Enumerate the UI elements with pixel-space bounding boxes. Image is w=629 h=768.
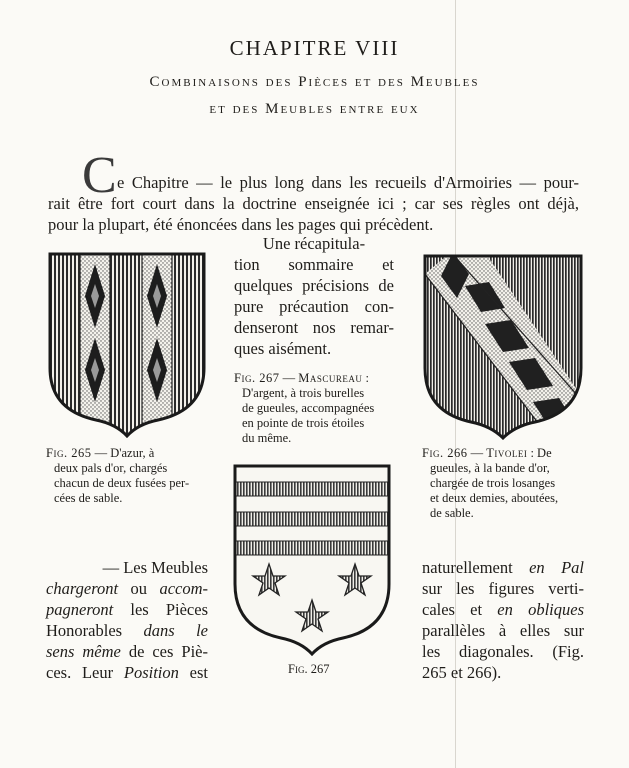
column-line-6: ques aisément. [234, 339, 332, 358]
left-line-4a: Honorables [46, 621, 144, 640]
left-line-3b: les Pièces [113, 600, 208, 619]
column-line-5: denseront nos remar- [234, 318, 394, 337]
fig-265-caption [46, 446, 214, 506]
fig-266-caption-2: gueules, à la bande d'or, [430, 461, 550, 475]
fig-266-caption [422, 446, 590, 521]
right-line-1b: en Pal [529, 558, 584, 577]
fig-267-name: Mascureau [298, 371, 363, 385]
right-line-1 [422, 557, 584, 578]
left-line-5a: sens même [46, 642, 121, 661]
intro-line-3: pour la plupart, été énoncées dans les pages qui précèdent. [48, 215, 434, 234]
fig-266-label: Fig. 266 [422, 446, 468, 460]
left-line-4 [46, 620, 208, 641]
left-line-2b: ou [118, 579, 160, 598]
fig-266-caption-5: de sable. [430, 506, 474, 520]
left-line-6a: ces. Leur [46, 663, 124, 682]
column-line-1: Une récapitula- [262, 234, 366, 253]
right-line-4: parallèles à elles sur [422, 621, 584, 640]
left-line-3a: pagneront [46, 600, 114, 619]
chapter-subtitle-line-1: Combinaisons des Pièces et des Meubles [149, 74, 480, 90]
fig-267-dash: — [279, 371, 299, 385]
right-line-3 [422, 599, 584, 620]
left-line-6 [46, 662, 208, 683]
intro-line-2: rait être fort court dans la doctrine enseignée ici ; car ses règles ont déjà, [48, 194, 579, 213]
bottom-right-column [422, 557, 584, 683]
drop-cap: C [82, 147, 117, 204]
left-line-2a: chargeront [46, 579, 119, 598]
fig-265-caption-3: chacun de deux fusées per- [54, 476, 190, 490]
right-line-1a: naturellement [422, 558, 530, 577]
fig-267-caption [234, 371, 396, 446]
intro-line-1: e Chapitre — le plus long dans les recueils d'Armoiries — pour- [117, 173, 579, 192]
bottom-left-column [46, 557, 208, 683]
left-line-5 [46, 641, 208, 662]
left-line-1: — Les Meubles [102, 558, 208, 577]
fig-267-label: Fig. 267 [234, 371, 280, 385]
right-line-5: les diagonales. (Fig. [422, 642, 584, 661]
fig-266-caption-4: et deux demies, aboutées, [430, 491, 559, 505]
fig-267-caption-3: de gueules, accompagnées [242, 401, 375, 415]
left-line-6c: est [178, 663, 208, 682]
chapter-title: CHAPITRE VIII [229, 36, 400, 60]
fig-266-caption-1: : De [527, 446, 552, 460]
left-line-2c: accom- [159, 579, 208, 598]
fig-267-caption-2: D'argent, à trois burelles [242, 386, 365, 400]
right-line-6: 265 et 266). [422, 663, 502, 682]
shield-fig-266 [421, 252, 585, 440]
fig-266-caption-3: chargée de trois losanges [430, 476, 556, 490]
left-line-4b: dans le [143, 621, 208, 640]
right-line-2: sur les figures verti- [422, 579, 584, 598]
right-line-3b: en obliques [497, 600, 584, 619]
left-line-6b: Position [123, 663, 179, 682]
left-line-5b: de ces Piè- [120, 642, 208, 661]
fig-265-caption-1: — D'azur, à [91, 446, 155, 460]
shield-fig-265 [46, 250, 208, 438]
chapter-subtitle-line-2: et des Meubles entre eux [209, 101, 420, 117]
fig-267-caption-4: en pointe de trois étoiles [242, 416, 365, 430]
intro-column [234, 233, 394, 359]
fig-267-under-label: Fig. 267 [288, 662, 330, 676]
fig-265-caption-4: cées de sable. [54, 491, 123, 505]
right-line-3a: cales et [422, 600, 498, 619]
fig-265-label: Fig. 265 [46, 446, 92, 460]
column-line-3: quelques précisions de [234, 276, 394, 295]
fig-267-caption-1: : [362, 371, 369, 385]
fig-265-caption-2: deux pals d'or, chargés [54, 461, 168, 475]
shield-fig-267 [231, 462, 393, 656]
left-line-2 [46, 578, 208, 599]
left-line-3 [46, 599, 208, 620]
column-line-2: tion sommaire et [234, 255, 394, 274]
column-line-4: pure précaution con- [234, 297, 394, 316]
fig-266-name: Tivolei [486, 446, 528, 460]
fig-266-dash: — [467, 446, 487, 460]
fig-267-caption-5: du même. [242, 431, 292, 445]
